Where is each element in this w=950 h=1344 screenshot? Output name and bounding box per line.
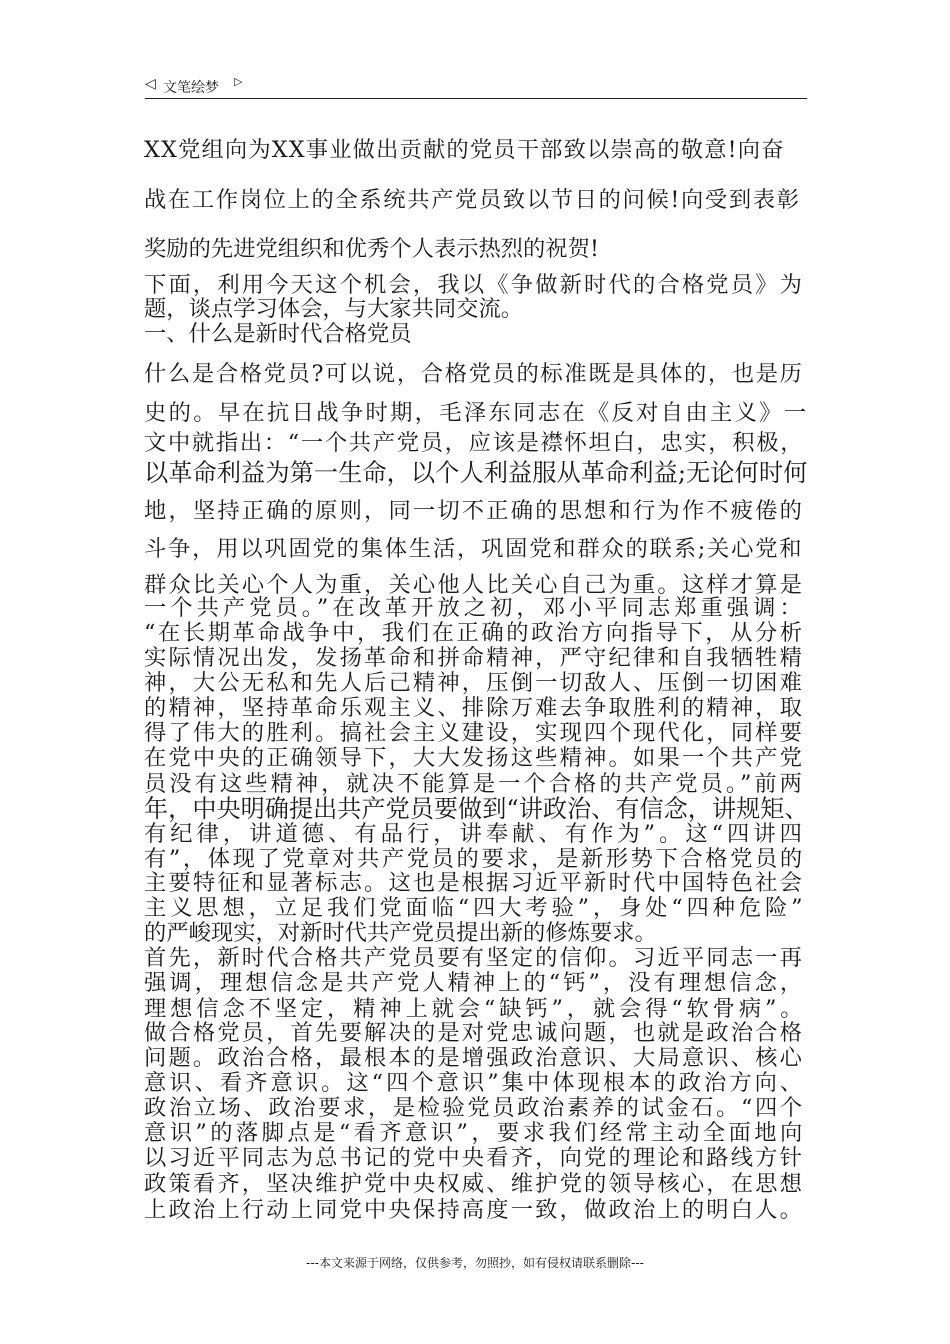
body-line: 得了伟大的胜利。搞社会主义建设，实现四个现代化，同样要 (144, 720, 805, 746)
body-line: 群众比关心个人为重，关心他人比关心自己为重。这样才算是 (144, 572, 805, 598)
body-line: 意识、看齐意识。这“四个意识”集中体现根本的政治方向、 (144, 1070, 806, 1096)
triangle-left-icon: ◁ (145, 76, 156, 92)
body-line: 史的。早在抗日战争时期，毛泽东同志在《反对自由主义》一 (144, 400, 809, 426)
body-line: 有纪律，讲道德、有品行，讲奉献、有作为”。这“四讲四 (144, 821, 806, 847)
body-line: 政治立场、政治要求，是检验党员政治素养的试金石。“四个 (144, 1095, 805, 1121)
header-brand: 文笔绘梦 (163, 80, 219, 96)
body-line: 意识”的落脚点是“看齐意识”，要求我们经常主动全面地向 (144, 1120, 806, 1146)
body-line: 实际情况出发，发扬革命和拼命精神，严守纪律和自我牺牲精 (144, 645, 805, 671)
page-header (145, 72, 807, 99)
body-line: 问题。政治合格，最根本的是增强政治意识、大局意识、核心 (144, 1045, 805, 1071)
body-line: 以习近平同志为总书记的党中央看齐，向党的理论和路线方针 (144, 1145, 805, 1171)
body-line: 年，中央明确提出共产党员要做到“讲政治、有信念，讲规矩、 (144, 795, 809, 823)
body-line: 首先，新时代合格共产党员要有坚定的信仰。习近平同志一再 (144, 945, 805, 971)
body-line: 做合格党员，首先要解决的是对党忠诚问题，也就是政治合格 (144, 1020, 805, 1046)
body-line: 有”，体现了党章对共产党员的要求，是新形势下合格党员的 (144, 846, 805, 872)
body-line: 神，大公无私和先人后己精神，压倒一切敌人、压倒一切困难 (144, 670, 805, 696)
body-line: 政策看齐，坚决维护党中央权威、维护党的领导核心，在思想 (144, 1171, 805, 1197)
body-line: 主要特征和显著标志。这也是根据习近平新时代中国特色社会 (144, 870, 805, 896)
body-line: 题，谈点学习体会，与大家共同交流。 (144, 296, 524, 322)
body-line: 文中就指出：“一个共产党员，应该是襟怀坦白，忠实，积极， (144, 430, 805, 456)
body-line: 战在工作岗位上的全系统共产党员致以节日的问候!向受到表彰 (144, 187, 801, 213)
body-line: 下面，利用今天这个机会，我以《争做新时代的合格党员》为 (144, 272, 805, 298)
body-line: 以革命利益为第一生命，以个人利益服从革命利益;无论何时何 (144, 458, 808, 487)
body-line: 强调，理想信念是共产党人精神上的“钙”，没有理想信念， (144, 970, 806, 996)
triangle-right-icon: ▷ (234, 75, 243, 88)
body-line: 奖励的先进党组织和优秀个人表示热烈的祝贺! (144, 236, 599, 262)
body-line: 主义思想，立足我们党面临“四大考验”，身处“四种危险” (144, 895, 807, 921)
body-line: 地，坚持正确的原则，同一切不正确的思想和行为作不疲倦的 (144, 498, 805, 524)
body-line: 上政治上行动上同党中央保持高度一致，做政治上的明白人。 (144, 1197, 805, 1223)
body-line: 一、什么是新时代合格党员 (144, 321, 412, 347)
body-line: XX党组向为XX事业做出贡献的党员干部致以崇高的敬意!向奋 (144, 137, 785, 163)
body-line: 理想信念不坚定，精神上就会“缺钙”，就会得“软骨病”。 (144, 996, 807, 1022)
body-line: 什么是合格党员?可以说，合格党员的标准既是具体的，也是历 (144, 361, 804, 387)
body-line: 一个共产党员。”在改革开放之初，邓小平同志郑重强调： (144, 595, 806, 621)
footer-disclaimer: ---本文来源于网络，仅供参考，勿照抄，如有侵权请联系删除--- (306, 1256, 644, 1270)
body-line: 员没有这些精神，就决不能算是一个合格的共产党员。”前两 (144, 771, 805, 797)
body-line: 斗争，用以巩固党的集体生活，巩固党和群众的联系;关心党和 (144, 536, 804, 562)
body-line: 的精神，坚持革命乐观主义、排除万难去争取胜利的精神，取 (144, 695, 805, 721)
body-line: 在党中央的正确领导下，大大发扬这些精神。如果一个共产党 (144, 745, 805, 771)
body-line: “在长期革命战争中，我们在正确的政治方向指导下，从分析 (144, 620, 805, 646)
body-line: 的严峻现实，对新时代共产党员提出新的修炼要求。 (144, 920, 657, 946)
